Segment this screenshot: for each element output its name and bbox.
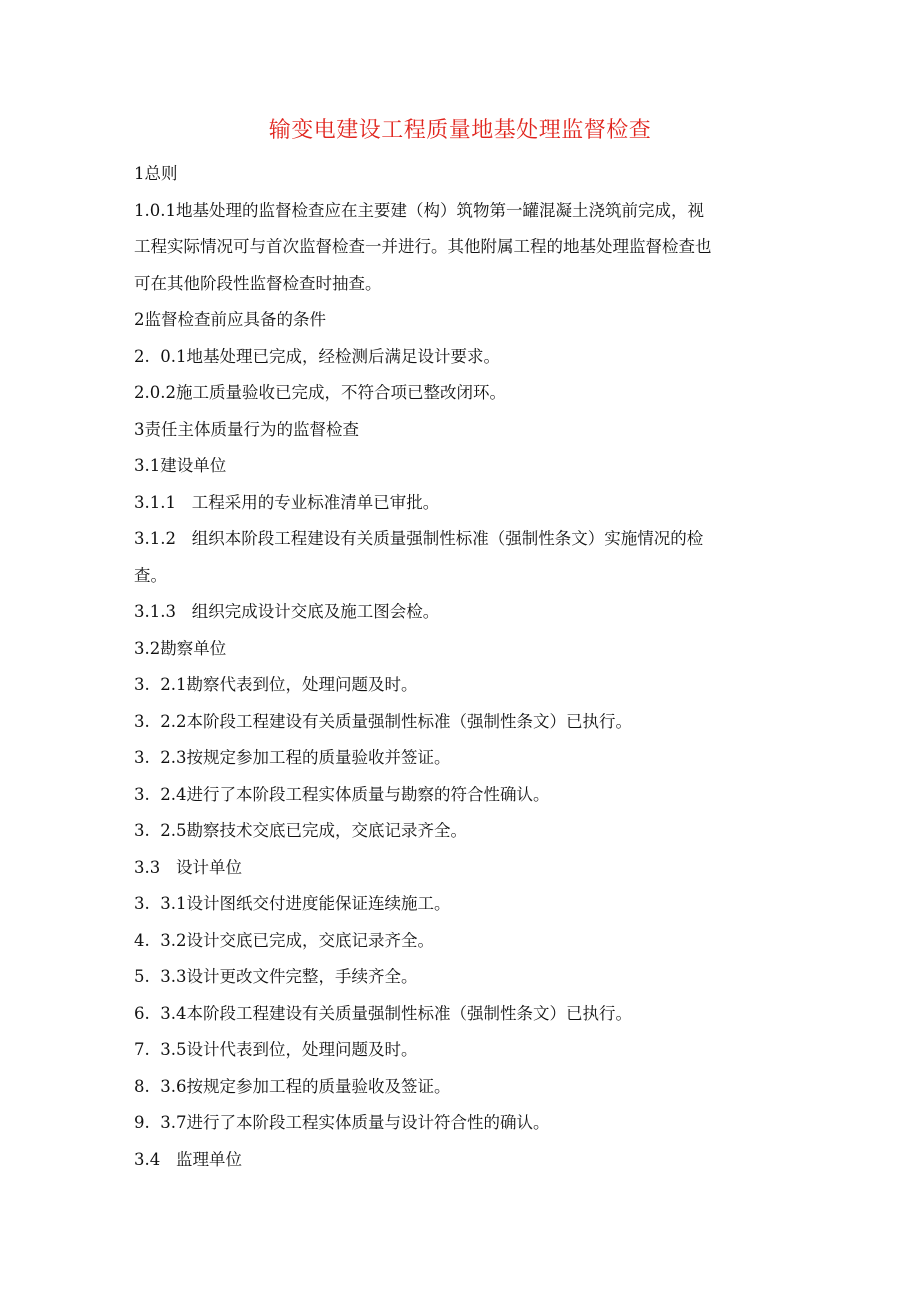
paragraph-line: 3. 2.3按规定参加工程的质量验收并签证。 — [134, 748, 451, 767]
paragraph-line: 6. 3.4本阶段工程建设有关质量强制性标准（强制性条文）已执行。 — [134, 1003, 632, 1023]
paragraph-line: 工程实际情况可与首次监督检查一并进行。其他附属工程的地基处理监督检查也 — [134, 237, 712, 256]
paragraph-line: 3.1建设单位 — [134, 456, 227, 475]
paragraph-line: 8. 3.6按规定参加工程的质量验收及签证。 — [134, 1076, 451, 1096]
paragraph-line: 2监督检查前应具备的条件 — [134, 310, 326, 329]
paragraph-line: 3. 3.1设计图纸交付进度能保证连续施工。 — [134, 894, 451, 913]
paragraph-line: 3. 2.4进行了本阶段工程实体质量与勘察的符合性确认。 — [134, 784, 550, 804]
paragraph-line: 9. 3.7进行了本阶段工程实体质量与设计符合性的确认。 — [134, 1113, 550, 1132]
paragraph-line: 3.3 设计单位 — [134, 857, 242, 877]
paragraph-line: 3.1.3 组织完成设计交底及施工图会检。 — [134, 602, 440, 621]
paragraph-line: 1.0.1地基处理的监督检查应在主要建（构）筑物第一罐混凝土浇筑前完成，视 — [134, 200, 704, 220]
paragraph-line: 3.4 监理单位 — [134, 1149, 242, 1169]
paragraph-line: 3.1.2 组织本阶段工程建设有关质量强制性标准（强制性条文）实施情况的检 — [134, 529, 704, 548]
paragraph-line: 查。 — [134, 565, 167, 585]
paragraph-line: 3责任主体质量行为的监督检查 — [134, 419, 359, 439]
paragraph-line: 4. 3.2设计交底已完成，交底记录齐全。 — [134, 930, 434, 950]
paragraph-line: 3.2勘察单位 — [134, 638, 227, 658]
paragraph-line: 3. 2.1勘察代表到位，处理问题及时。 — [134, 675, 418, 694]
paragraph-line: 3. 2.5勘察技术交底已完成，交底记录齐全。 — [134, 821, 467, 840]
paragraph-line: 2.0.2施工质量验收已完成，不符合项已整改闭环。 — [134, 383, 506, 402]
paragraph-line: 5. 3.3设计更改文件完整，手续齐全。 — [134, 967, 418, 986]
document-body — [134, 156, 794, 1178]
paragraph-line: 3.1.1 工程采用的专业标准清单已审批。 — [134, 492, 440, 512]
paragraph-line: 2. 0.1地基处理已完成，经检测后满足设计要求。 — [134, 346, 500, 366]
document-title: 输变电建设工程质量地基处理监督检查 — [268, 118, 652, 143]
paragraph-line: 可在其他阶段性监督检查时抽查。 — [134, 273, 382, 293]
paragraph-line: 7. 3.5设计代表到位，处理问题及时。 — [134, 1040, 418, 1059]
paragraph-line: 3. 2.2本阶段工程建设有关质量强制性标准（强制性条文）已执行。 — [134, 711, 632, 731]
paragraph-line: 1总则 — [134, 164, 178, 183]
